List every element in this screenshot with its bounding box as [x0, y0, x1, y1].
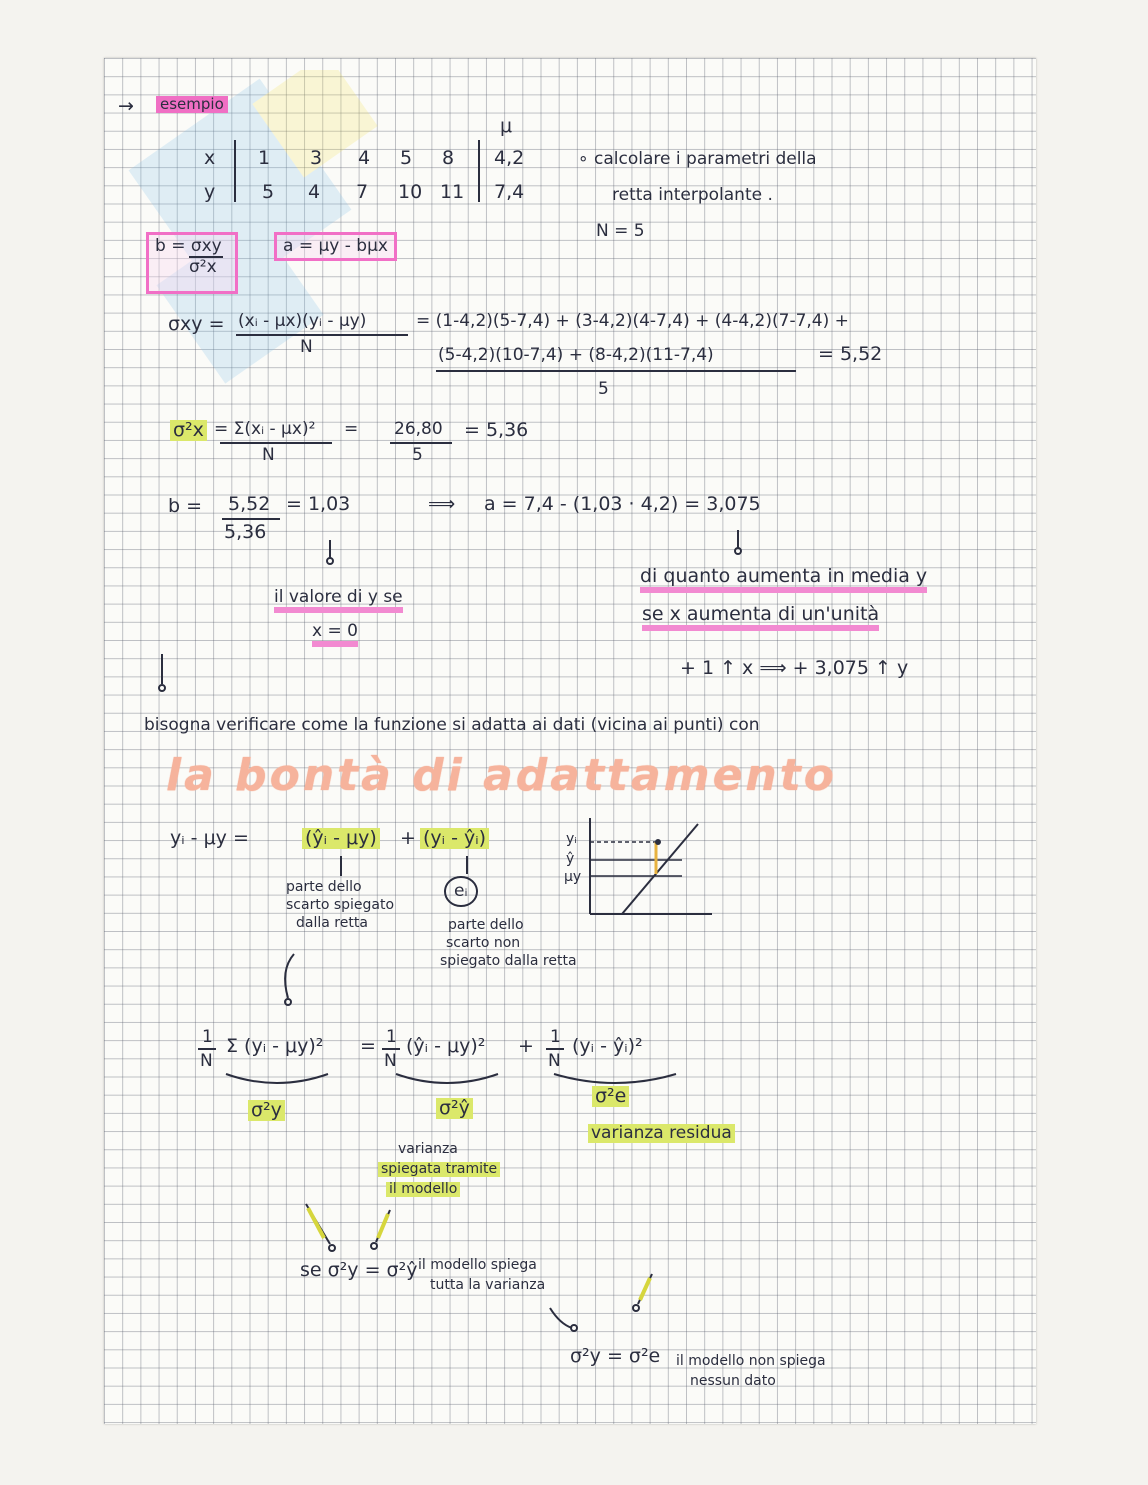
formula-b-denominator: σ²x — [189, 256, 223, 277]
unexplained-label-2: scarto non — [446, 935, 521, 951]
explained-variance-2: spiegata tramite — [378, 1162, 500, 1177]
notebook-page — [104, 58, 1036, 1424]
case2-text-1: il modello non spiega — [676, 1353, 826, 1369]
b-fraction-bar — [222, 518, 280, 520]
sigma-yhat: σ²ŷ — [436, 1098, 473, 1119]
one-over-n-1: 1 — [202, 1027, 213, 1047]
down-arrow-icon — [334, 856, 348, 878]
unexplained-label-1: parte dello — [448, 917, 524, 933]
section-title: esempio — [156, 96, 228, 113]
intercept-note-1: il valore di y se — [274, 588, 403, 613]
covariance-result: = 5,52 — [818, 343, 883, 365]
covariance-lhs: σxy = — [168, 313, 225, 335]
n-2: N — [384, 1051, 397, 1071]
sample-size: N = 5 — [596, 221, 645, 241]
deviation-lhs: yᵢ - μy = — [170, 827, 249, 849]
one-over-n-3: 1 — [550, 1027, 561, 1047]
variance-x-lhs: σ²x — [170, 420, 207, 441]
variance-x-value-num: 26,80 — [394, 419, 443, 439]
b-numerator: 5,52 — [228, 493, 271, 515]
y-value-3: 7 — [356, 181, 369, 203]
explained-label-3: dalla retta — [296, 915, 368, 931]
task-line-1: ∘ calcolare i parametri della — [578, 149, 817, 169]
variance-x-denominator: N — [262, 445, 275, 465]
x-value-5: 8 — [442, 147, 455, 169]
x-value-3: 4 — [358, 147, 371, 169]
unexplained-deviation: (yᵢ - ŷᵢ) — [420, 828, 489, 849]
y-value-2: 4 — [308, 181, 321, 203]
mean-x: 4,2 — [494, 147, 525, 169]
b-lhs: b = — [168, 495, 203, 517]
a-calculation: a = 7,4 - (1,03 · 4,2) = 3,075 — [484, 493, 761, 515]
y-value-4: 10 — [398, 181, 423, 203]
variance-x-result: = 5,36 — [464, 419, 529, 441]
explained-label-2: scarto spiegato — [286, 897, 395, 913]
formula-a-box — [274, 232, 397, 261]
formula-a: a = μy - bμx — [283, 236, 388, 256]
chart-label-yhat: ŷ — [566, 851, 575, 867]
covariance-denominator: N — [300, 337, 313, 357]
down-arrow-icon — [546, 1268, 666, 1334]
x-value-2: 3 — [310, 147, 323, 169]
header-arrow: → — [118, 95, 134, 117]
formula-b-box — [146, 232, 238, 294]
chart-label-mu: μy — [564, 869, 582, 885]
task-line-2: retta interpolante . — [612, 185, 773, 205]
table-x-label: x — [204, 147, 216, 169]
decomp-eq: = — [360, 1035, 376, 1057]
case2-text-2: nessun dato — [690, 1373, 776, 1389]
fraction-bar — [198, 1048, 216, 1050]
variance-x-eq: = — [344, 419, 359, 439]
explained-sum-squares: (ŷᵢ - μy)² — [406, 1035, 486, 1057]
formula-b-numerator: b = σxy — [155, 236, 222, 256]
slope-note-2: se x aumenta di un'unità — [642, 604, 879, 631]
x-value-4: 5 — [400, 147, 413, 169]
variance-x-numerator: = Σ(xᵢ - μx)² — [214, 419, 316, 439]
table-separator-right — [478, 140, 480, 202]
one-over-n-2: 1 — [386, 1027, 397, 1047]
covariance-fraction-bar — [236, 334, 408, 336]
down-arrow-icon — [460, 856, 474, 876]
down-arrow-icon — [320, 540, 340, 566]
unexplained-label-3: spiegato dalla retta — [440, 953, 577, 969]
explained-label-1: parte dello — [286, 879, 362, 895]
case1-text-1: il modello spiega — [418, 1257, 537, 1273]
underbrace — [392, 1070, 502, 1090]
slope-note-3: + 1 ↑ x ⟹ + 3,075 ↑ y — [680, 657, 909, 679]
y-value-5: 11 — [440, 181, 465, 203]
plus-sign: + — [400, 827, 416, 849]
covariance-expansion-denominator: 5 — [598, 379, 609, 399]
explained-deviation: (ŷᵢ - μy) — [302, 828, 380, 849]
case1-text-2: tutta la varianza — [430, 1277, 546, 1293]
implies-arrow: ⟹ — [428, 493, 456, 515]
variance-x-fraction-bar — [220, 442, 332, 444]
fit-check-text: bisogna verificare come la funzione si adatta ai dati (vicina ai punti) con — [144, 715, 760, 735]
x-value-1: 1 — [258, 147, 271, 169]
down-arrow-icon — [274, 950, 304, 1008]
sigma-e: σ²e — [592, 1086, 629, 1107]
fraction-bar — [382, 1048, 400, 1050]
fraction-bar — [546, 1048, 564, 1050]
b-denominator: 5,36 — [224, 521, 267, 543]
covariance-expansion-2: (5-4,2)(10-7,4) + (8-4,2)(11-7,4) — [438, 345, 714, 365]
table-mu-symbol: μ — [500, 115, 513, 137]
covariance-numerator: (xᵢ - μx)(yᵢ - μy) — [238, 311, 367, 331]
variance-x-value-bar — [390, 442, 452, 444]
explained-variance-1: varianza — [398, 1141, 458, 1157]
goodness-of-fit-title: la bontà di adattamento — [166, 750, 837, 801]
slope-note-1: di quanto aumenta in media y — [640, 566, 927, 593]
residual-sum-squares: (yᵢ - ŷᵢ)² — [572, 1035, 643, 1057]
sigma-y: σ²y — [248, 1100, 285, 1121]
table-y-label: y — [204, 181, 216, 203]
case1-equation: se σ²y = σ²ŷ — [300, 1259, 418, 1281]
explained-variance-3: il modello — [386, 1182, 460, 1197]
case2-equation: σ²y = σ²e — [570, 1345, 661, 1367]
covariance-expansion-bar — [436, 370, 796, 372]
decomp-plus: + — [518, 1035, 534, 1057]
underbrace — [222, 1070, 332, 1090]
b-result: = 1,03 — [286, 493, 351, 515]
n-1: N — [200, 1051, 213, 1071]
y-value-1: 5 — [262, 181, 275, 203]
residual-circle: eᵢ — [444, 876, 478, 907]
down-arrow-icon — [728, 530, 748, 556]
chart-label-yi: yᵢ — [566, 831, 577, 847]
covariance-expansion-1: = (1-4,2)(5-7,4) + (3-4,2)(4-7,4) + (4-4,2)(7-7,4) + — [416, 311, 849, 331]
down-arrow-icon — [296, 1200, 406, 1258]
residual-variance: varianza residua — [588, 1124, 735, 1143]
total-sum-squares: Σ (yᵢ - μy)² — [226, 1035, 324, 1057]
down-arrow-icon — [152, 654, 172, 694]
mean-y: 7,4 — [494, 181, 525, 203]
variance-x-value-den: 5 — [412, 445, 423, 465]
intercept-note-2: x = 0 — [312, 622, 358, 647]
table-separator-left — [234, 140, 236, 202]
n-3: N — [548, 1051, 561, 1071]
